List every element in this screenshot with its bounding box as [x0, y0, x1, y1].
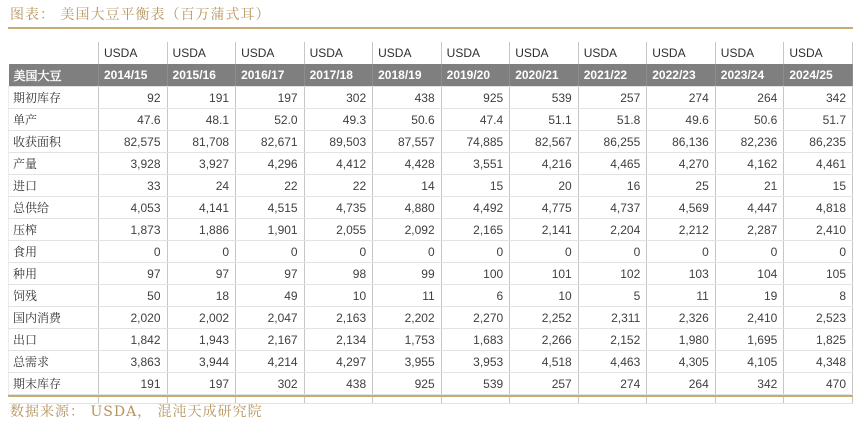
table-body	[9, 87, 853, 404]
table-row	[9, 109, 853, 131]
value-cell: 3,927	[167, 153, 236, 175]
value-cell: 87,557	[373, 131, 442, 153]
value-cell: 86,235	[784, 131, 853, 153]
row-label: 单产	[9, 109, 99, 131]
table-row	[9, 219, 853, 241]
value-cell: 2,266	[510, 329, 579, 351]
value-cell: 105	[784, 263, 853, 285]
value-cell: 2,055	[304, 219, 373, 241]
value-cell: 0	[441, 241, 510, 263]
value-cell: 11	[647, 285, 716, 307]
value-cell: 97	[167, 263, 236, 285]
footer-divider	[8, 395, 853, 397]
value-cell: 4,492	[441, 197, 510, 219]
corner-label-cell: 美国大豆	[9, 64, 99, 87]
value-cell: 191	[99, 373, 168, 395]
value-cell: 2,523	[784, 307, 853, 329]
value-cell: 4,162	[715, 153, 784, 175]
source-label-cell: USDA	[510, 42, 579, 64]
value-cell: 4,305	[647, 351, 716, 373]
value-cell: 49	[236, 285, 305, 307]
value-cell: 98	[304, 263, 373, 285]
value-cell: 3,551	[441, 153, 510, 175]
value-cell: 197	[236, 87, 305, 109]
year-cell: 2014/15	[99, 64, 168, 87]
year-cell: 2019/20	[441, 64, 510, 87]
value-cell: 86,255	[578, 131, 647, 153]
value-cell: 1,825	[784, 329, 853, 351]
table-row	[9, 307, 853, 329]
value-cell: 15	[784, 175, 853, 197]
value-cell: 4,818	[784, 197, 853, 219]
value-cell: 2,134	[304, 329, 373, 351]
value-cell: 2,167	[236, 329, 305, 351]
value-cell: 257	[578, 87, 647, 109]
value-cell: 2,002	[167, 307, 236, 329]
value-cell: 2,204	[578, 219, 647, 241]
value-cell: 25	[647, 175, 716, 197]
value-cell: 1,753	[373, 329, 442, 351]
year-cell: 2020/21	[510, 64, 579, 87]
value-cell: 103	[647, 263, 716, 285]
value-cell: 2,092	[373, 219, 442, 241]
value-cell: 1,901	[236, 219, 305, 241]
year-cell: 2021/22	[578, 64, 647, 87]
year-header-row	[9, 64, 853, 87]
source-label-cell: USDA	[441, 42, 510, 64]
table-row	[9, 87, 853, 109]
year-cell: 2016/17	[236, 64, 305, 87]
row-label: 种用	[9, 263, 99, 285]
source-label-cell: USDA	[578, 42, 647, 64]
value-cell: 4,105	[715, 351, 784, 373]
value-cell: 20	[510, 175, 579, 197]
value-cell: 4,465	[578, 153, 647, 175]
row-label: 期初库存	[9, 87, 99, 109]
value-cell: 0	[647, 241, 716, 263]
value-cell: 51.1	[510, 109, 579, 131]
value-cell: 4,053	[99, 197, 168, 219]
value-cell: 4,569	[647, 197, 716, 219]
row-label: 食用	[9, 241, 99, 263]
value-cell: 302	[304, 87, 373, 109]
value-cell: 4,270	[647, 153, 716, 175]
value-cell: 2,326	[647, 307, 716, 329]
value-cell: 2,202	[373, 307, 442, 329]
value-cell: 82,575	[99, 131, 168, 153]
data-source: 数据来源： USDA， 混沌天成研究院	[10, 404, 263, 420]
table-row	[9, 329, 853, 351]
value-cell: 264	[715, 87, 784, 109]
table-row	[9, 175, 853, 197]
value-cell: 0	[167, 241, 236, 263]
value-cell: 18	[167, 285, 236, 307]
year-cell: 2018/19	[373, 64, 442, 87]
value-cell: 925	[441, 87, 510, 109]
value-cell: 49.6	[647, 109, 716, 131]
value-cell: 97	[99, 263, 168, 285]
value-cell: 14	[373, 175, 442, 197]
year-cell: 2023/24	[715, 64, 784, 87]
source-label-cell: USDA	[647, 42, 716, 64]
value-cell: 3,863	[99, 351, 168, 373]
value-cell: 48.1	[167, 109, 236, 131]
value-cell: 47.6	[99, 109, 168, 131]
table-row	[9, 153, 853, 175]
value-cell: 0	[99, 241, 168, 263]
table-row	[9, 131, 853, 153]
value-cell: 342	[715, 373, 784, 395]
value-cell: 1,980	[647, 329, 716, 351]
value-cell: 10	[510, 285, 579, 307]
value-cell: 49.3	[304, 109, 373, 131]
value-cell: 33	[99, 175, 168, 197]
value-cell: 100	[441, 263, 510, 285]
value-cell: 257	[510, 373, 579, 395]
value-cell: 2,410	[784, 219, 853, 241]
value-cell: 52.0	[236, 109, 305, 131]
value-cell: 4,461	[784, 153, 853, 175]
source-label-cell: USDA	[373, 42, 442, 64]
value-cell: 21	[715, 175, 784, 197]
row-label: 总需求	[9, 351, 99, 373]
value-cell: 1,842	[99, 329, 168, 351]
value-cell: 3,955	[373, 351, 442, 373]
value-cell: 4,214	[236, 351, 305, 373]
value-cell: 50.6	[373, 109, 442, 131]
value-cell: 47.4	[441, 109, 510, 131]
value-cell: 10	[304, 285, 373, 307]
value-cell: 342	[784, 87, 853, 109]
year-cell: 2015/16	[167, 64, 236, 87]
value-cell: 99	[373, 263, 442, 285]
value-cell: 4,775	[510, 197, 579, 219]
value-cell: 2,020	[99, 307, 168, 329]
value-cell: 102	[578, 263, 647, 285]
corner-empty-cell	[9, 42, 99, 64]
table-row	[9, 241, 853, 263]
value-cell: 3,928	[99, 153, 168, 175]
value-cell: 4,515	[236, 197, 305, 219]
row-label: 出口	[9, 329, 99, 351]
table-row	[9, 197, 853, 219]
table-row	[9, 351, 853, 373]
table-row	[9, 263, 853, 285]
year-cell: 2017/18	[304, 64, 373, 87]
value-cell: 15	[441, 175, 510, 197]
value-cell: 2,287	[715, 219, 784, 241]
value-cell: 82,236	[715, 131, 784, 153]
value-cell: 0	[236, 241, 305, 263]
value-cell: 4,518	[510, 351, 579, 373]
value-cell: 2,311	[578, 307, 647, 329]
value-cell: 22	[236, 175, 305, 197]
source-label-cell: USDA	[167, 42, 236, 64]
source-label-cell: USDA	[304, 42, 373, 64]
value-cell: 2,165	[441, 219, 510, 241]
value-cell: 0	[304, 241, 373, 263]
value-cell: 1,695	[715, 329, 784, 351]
value-cell: 302	[236, 373, 305, 395]
value-cell: 92	[99, 87, 168, 109]
value-cell: 3,944	[167, 351, 236, 373]
value-cell: 4,297	[304, 351, 373, 373]
value-cell: 274	[647, 87, 716, 109]
value-cell: 81,708	[167, 131, 236, 153]
value-cell: 438	[304, 373, 373, 395]
title-divider	[8, 27, 853, 29]
row-label: 国内消费	[9, 307, 99, 329]
value-cell: 0	[373, 241, 442, 263]
value-cell: 51.7	[784, 109, 853, 131]
value-cell: 101	[510, 263, 579, 285]
value-cell: 4,348	[784, 351, 853, 373]
value-cell: 82,567	[510, 131, 579, 153]
soybean-balance-table	[8, 42, 853, 404]
value-cell: 89,503	[304, 131, 373, 153]
value-cell: 4,296	[236, 153, 305, 175]
row-label: 期末库存	[9, 373, 99, 395]
value-cell: 4,735	[304, 197, 373, 219]
source-label-cell: USDA	[99, 42, 168, 64]
year-cell: 2024/25	[784, 64, 853, 87]
value-cell: 2,252	[510, 307, 579, 329]
source-label-cell: USDA	[236, 42, 305, 64]
source-header-row	[9, 42, 853, 64]
value-cell: 24	[167, 175, 236, 197]
value-cell: 0	[578, 241, 647, 263]
value-cell: 2,152	[578, 329, 647, 351]
value-cell: 4,880	[373, 197, 442, 219]
row-label: 压榨	[9, 219, 99, 241]
row-label: 饲残	[9, 285, 99, 307]
value-cell: 0	[715, 241, 784, 263]
value-cell: 2,141	[510, 219, 579, 241]
value-cell: 925	[373, 373, 442, 395]
value-cell: 22	[304, 175, 373, 197]
source-label-cell: USDA	[784, 42, 853, 64]
value-cell: 104	[715, 263, 784, 285]
value-cell: 539	[441, 373, 510, 395]
value-cell: 2,270	[441, 307, 510, 329]
value-cell: 1,873	[99, 219, 168, 241]
year-cell: 2022/23	[647, 64, 716, 87]
value-cell: 8	[784, 285, 853, 307]
value-cell: 1,886	[167, 219, 236, 241]
value-cell: 4,463	[578, 351, 647, 373]
value-cell: 1,943	[167, 329, 236, 351]
value-cell: 2,212	[647, 219, 716, 241]
value-cell: 2,163	[304, 307, 373, 329]
value-cell: 4,141	[167, 197, 236, 219]
value-cell: 82,671	[236, 131, 305, 153]
value-cell: 438	[373, 87, 442, 109]
value-cell: 6	[441, 285, 510, 307]
value-cell: 191	[167, 87, 236, 109]
value-cell: 50.6	[715, 109, 784, 131]
value-cell: 51.8	[578, 109, 647, 131]
value-cell: 74,885	[441, 131, 510, 153]
row-label: 总供给	[9, 197, 99, 219]
value-cell: 4,428	[373, 153, 442, 175]
value-cell: 4,412	[304, 153, 373, 175]
value-cell: 50	[99, 285, 168, 307]
value-cell: 97	[236, 263, 305, 285]
source-label-cell: USDA	[715, 42, 784, 64]
row-label: 进口	[9, 175, 99, 197]
value-cell: 274	[578, 373, 647, 395]
figure-title: 图表： 美国大豆平衡表（百万蒲式耳）	[10, 7, 271, 23]
value-cell: 0	[784, 241, 853, 263]
value-cell: 4,216	[510, 153, 579, 175]
value-cell: 4,447	[715, 197, 784, 219]
table-row	[9, 285, 853, 307]
value-cell: 1,683	[441, 329, 510, 351]
value-cell: 11	[373, 285, 442, 307]
value-cell: 264	[647, 373, 716, 395]
value-cell: 4,737	[578, 197, 647, 219]
value-cell: 16	[578, 175, 647, 197]
value-cell: 2,047	[236, 307, 305, 329]
value-cell: 19	[715, 285, 784, 307]
value-cell: 470	[784, 373, 853, 395]
row-label: 产量	[9, 153, 99, 175]
value-cell: 3,953	[441, 351, 510, 373]
value-cell: 2,410	[715, 307, 784, 329]
value-cell: 86,136	[647, 131, 716, 153]
value-cell: 0	[510, 241, 579, 263]
value-cell: 197	[167, 373, 236, 395]
value-cell: 5	[578, 285, 647, 307]
value-cell: 539	[510, 87, 579, 109]
row-label: 收获面积	[9, 131, 99, 153]
table-row	[9, 373, 853, 395]
